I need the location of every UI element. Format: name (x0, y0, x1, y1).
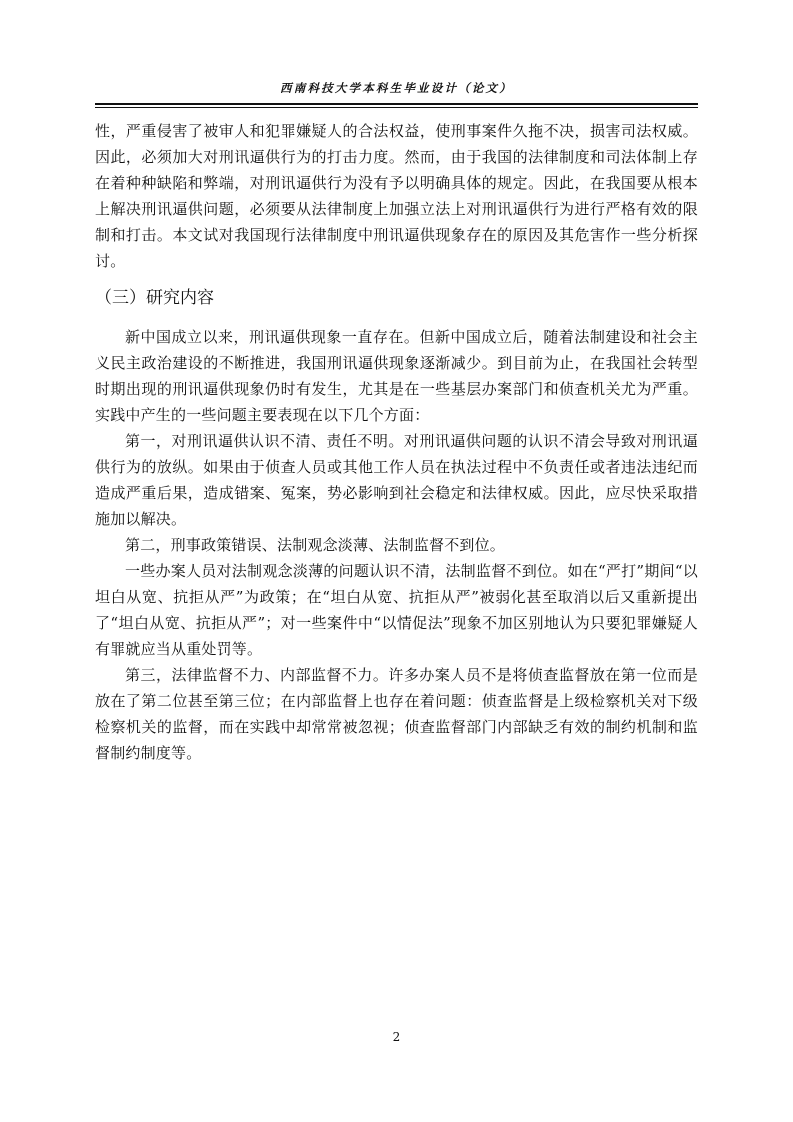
body-paragraph: 一些办案人员对法制观念淡薄的问题认识不清，法制监督不到位。如在“严打”期间“以坦白从宽、抗拒从严”为政策；在“坦白从宽、抗拒从严”被弱化甚至取消以后又重新提出了“坦白从宽、抗拒从严”；对一些案件中“以情促法”现象不加区别地认为只要犯罪嫌疑人有罪就应当从重处罚等。 (95, 562, 698, 658)
body-paragraph: 第三，法律监督不力、内部监督不力。许多办案人员不是将侦查监督放在第一位而是放在了第二位甚至第三位；在内部监督上也存在着问题：侦查监督是上级检察机关对下级检察机关的监督，而在实践中却常常被忽视；侦查监督部门内部缺乏有效的制约机制和监督制约制度等。 (95, 666, 698, 762)
section-heading: （三）研究内容 (95, 288, 214, 308)
header-rule-thin (95, 107, 698, 108)
header-rule-thick (95, 103, 698, 105)
page-number: 2 (392, 1030, 401, 1044)
document-body (95, 118, 698, 766)
body-paragraph: 第一，对刑讯逼供认识不清、责任不明。对刑讯逼供问题的认识不清会导致对刑讯逼供行为的放纵。如果由于侦查人员或其他工作人员在执法过程中不负责任或者违法违纪而造成严重后果，造成错案、冤案，势必影响到社会稳定和法律权威。因此，应尽快采取措施加以解决。 (95, 432, 698, 528)
page-header (95, 80, 698, 108)
header-title: 西南科技大学本科生毕业设计（论文） (280, 81, 513, 95)
body-paragraph: 性，严重侵害了被审人和犯罪嫌疑人的合法权益，使刑事案件久拖不决，损害司法权威。因此，必须加大对刑讯逼供行为的打击力度。然而，由于我国的法律制度和司法体制上存在着种种缺陷和弊端，对刑讯逼供行为没有予以明确具体的规定。因此，在我国要从根本上解决刑讯逼供问题，必须要从法律制度上加强立法上对刑讯逼供行为进行严格有效的限制和打击。本文试对我国现行法律制度中刑讯逼供现象存在的原因及其危害作一些分析探讨。 (95, 122, 698, 270)
body-paragraph: 新中国成立以来，刑讯逼供现象一直存在。但新中国成立后，随着法制建设和社会主义民主政治建设的不断推进，我国刑讯逼供现象逐渐减少。到目前为止，在我国社会转型时期出现的刑讯逼供现象仍时有发生，尤其是在一些基层办案部门和侦查机关尤为严重。实践中产生的一些问题主要表现在以下几个方面： (95, 328, 698, 424)
body-paragraph: 第二，刑事政策错误、法制观念淡薄、法制监督不到位。 (125, 536, 506, 554)
